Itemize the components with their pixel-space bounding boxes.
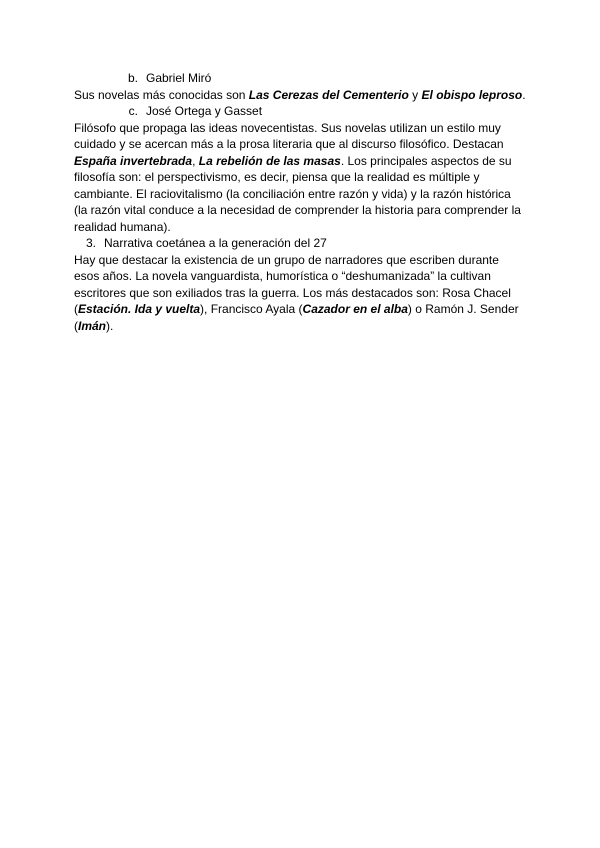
text-run: ) o Ramón J. Sender ( <box>74 302 519 333</box>
text-run: Sus novelas más conocidas son <box>74 87 249 102</box>
text-run: ). <box>106 318 114 333</box>
list-marker: 3. <box>85 236 96 250</box>
book-title: España invertebrada <box>74 153 193 168</box>
text-run: y <box>408 87 422 102</box>
book-title: Imán <box>78 318 107 333</box>
book-title: La rebelión de las masas <box>198 153 341 168</box>
text-run: . Los principales aspectos de su filosofía son: el perspectivismo, es decir, piensa que la realidad es múltiple y cambiante. El raciovitalismo (la conciliación entre razón y vida) y la razón histórica (la razón vital conduce a la necesidad de comprender la historia para comprender la realidad humana). <box>74 153 521 234</box>
book-title: Estación. Ida y vuelta <box>78 302 201 316</box>
list-item-gabriel-miro <box>74 70 526 87</box>
list-item-narrativa-generacion-27 <box>74 235 526 252</box>
book-title: Las Cerezas del Cementerio <box>248 87 409 102</box>
text-run: ), Francisco Ayala ( <box>200 302 303 316</box>
list-item-ortega-y-gasset <box>74 103 526 120</box>
list-marker: b. <box>127 71 138 85</box>
paragraph-ortega <box>74 120 526 236</box>
text-run: Filósofo que propaga las ideas novecentistas. Sus novelas utilizan un estilo muy cuidado y se acercan más a la prosa literaria que al discurso filosófico. Destacan <box>74 120 504 151</box>
document-content <box>74 70 526 334</box>
paragraph-narrativa <box>74 252 526 335</box>
text-run: , <box>192 153 199 168</box>
section-heading-miro: Gabriel Miró <box>146 71 212 85</box>
section-heading-ortega: José Ortega y Gasset <box>146 104 263 118</box>
text-run: . <box>522 87 526 102</box>
text-run: Hay que destacar la existencia de un grupo de narradores que escriben durante esos años. La novela vanguardista, humorística o “deshumanizada” la cultivan escritores que son exiliados tras la guerra. Los más destacados son: Rosa Chacel ( <box>74 252 511 316</box>
list-marker: c. <box>128 104 138 118</box>
paragraph-miro <box>74 87 526 104</box>
book-title: El obispo leproso <box>421 87 523 102</box>
section-heading-narrativa: Narrativa coetánea a la generación del 27 <box>104 236 327 250</box>
book-title: Cazador en el alba <box>302 302 408 316</box>
